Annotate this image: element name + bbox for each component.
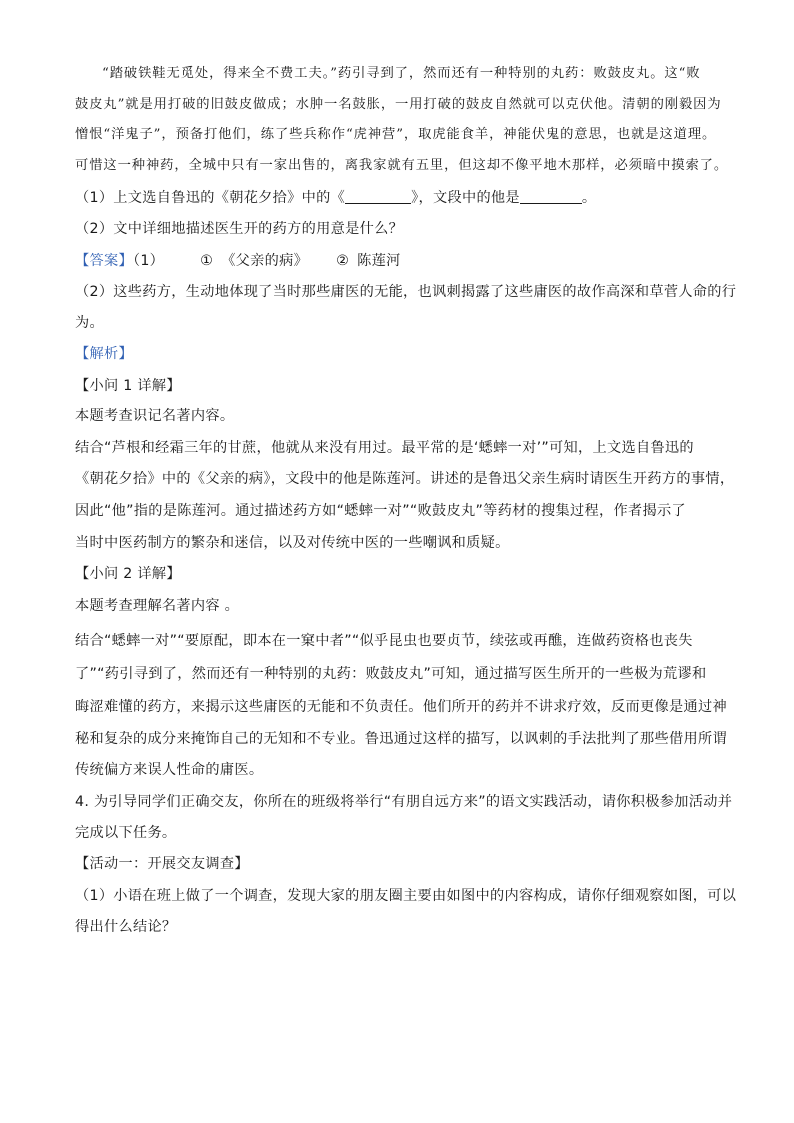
answer-blank-1 xyxy=(345,189,411,204)
sub1-body-line-2: 《朝花夕拾》中的《父亲的病》，文段中的他是陈莲河。讲述的是鲁迅父亲生病时请医生开药方的事情， xyxy=(75,471,735,487)
sub2-intro: 本题考查理解名著内容 。 xyxy=(75,598,240,614)
sub1-title: 【小问 1 详解】 xyxy=(75,378,181,394)
question-1-part-a: （1）上文选自鲁迅的《朝花夕拾》中的《 xyxy=(75,190,346,206)
answer-value-2: 陈莲河 xyxy=(357,253,401,269)
analysis-tag: 【解析】 xyxy=(75,346,133,362)
activity-1-title: 【活动一：开展交友调查】 xyxy=(75,856,249,872)
answer-number: （1） xyxy=(132,253,165,269)
answer-blank-2 xyxy=(520,189,582,204)
answer-2-line-1: （2）这些药方，生动地体现了当时那些庸医的无能，也讽刺揭露了这些庸医的故作高深和草菅人命的行 xyxy=(75,284,737,300)
answer-marker-1: ① xyxy=(200,253,214,269)
answer-line xyxy=(75,251,401,271)
quote-line-2: 鼓皮丸”就是用打破的旧鼓皮做成；水肿一名鼓胀，一用打破的鼓皮自然就可以克伏他。清朝的刚毅因为 xyxy=(75,97,722,112)
answer-marker-2: ② xyxy=(336,253,350,269)
question-1 xyxy=(75,188,596,208)
question-1-part-c: 。 xyxy=(581,190,597,206)
answer-value-1: 《父亲的病》 xyxy=(221,253,309,269)
quote-line-4: 可惜这一种神药，全城中只有一家出售的，离我家就有五里，但这却不像平地木那样，必须暗中摸索了。 xyxy=(75,158,729,173)
sub1-intro: 本题考查识记名著内容。 xyxy=(75,408,235,424)
sub2-body-line-5: 传统偏方来误人性命的庸医。 xyxy=(75,762,264,778)
question-4-1-line-1: （1）小语在班上做了一个调查，发现大家的朋友圈主要由如图中的内容构成，请你仔细观察如图，可以 xyxy=(75,888,737,904)
sub2-body-line-4: 秘和复杂的成分来掩饰自己的无知和不专业。鲁迅通过这样的描写，以讽刺的手法批判了那些借用所谓 xyxy=(75,731,727,747)
question-4-line-2: 完成以下任务。 xyxy=(75,825,177,841)
question-2: （2）文中详细地描述医生开的药方的用意是什么？ xyxy=(75,221,404,237)
quote-line-3: 憎恨“洋鬼子”，预备打他们，练了些兵称作“虎神营”，取虎能食羊，神能伏鬼的意思，也就是这道理。 xyxy=(75,127,717,142)
question-4-line-1: 4. 为引导同学们正确交友，你所在的班级将举行“有朋自远方来”的语文实践活动，请你积极参加活动并 xyxy=(75,794,733,810)
sub2-body-line-2: 了”“药引寻到了，然而还有一种特别的丸药：败鼓皮丸”可知，通过描写医生所开的一些极为荒谬和 xyxy=(75,666,707,682)
question-4-1-line-2: 得出什么结论？ xyxy=(75,919,177,935)
sub1-body-line-1: 结合“芦根和经霜三年的甘蔗，他就从来没有用过。最平常的是‘蟋蟀一对’”可知，上文选自鲁迅的 xyxy=(75,440,694,456)
sub2-body-line-1: 结合“蟋蟀一对”“要原配，即本在一窠中者”“似乎昆虫也要贞节，续弦或再醮，连做药资格也丧失 xyxy=(75,633,693,649)
sub1-body-line-4: 当时中医药制方的繁杂和迷信，以及对传统中医的一些嘲讽和质疑。 xyxy=(75,535,510,551)
answer-2-line-2: 为。 xyxy=(75,315,104,331)
sub2-title: 【小问 2 详解】 xyxy=(75,566,181,582)
question-1-part-b: 》，文段中的他是 xyxy=(411,190,520,206)
sub1-body-line-3: 因此“他”指的是陈莲河。通过描述药方如“蟋蟀一对”“败鼓皮丸”等药材的搜集过程，作者揭示了 xyxy=(75,503,686,519)
quote-line-1: “踏破铁鞋无觅处，得来全不费工夫。”药引寻到了，然而还有一种特别的丸药：败鼓皮丸。这“败 xyxy=(102,66,701,81)
answer-tag: 【答案】 xyxy=(75,253,133,269)
sub2-body-line-3: 晦涩难懂的药方，来揭示这些庸医的无能和不负责任。他们所开的药并不讲求疗效，反而更像是通过神 xyxy=(75,699,727,715)
